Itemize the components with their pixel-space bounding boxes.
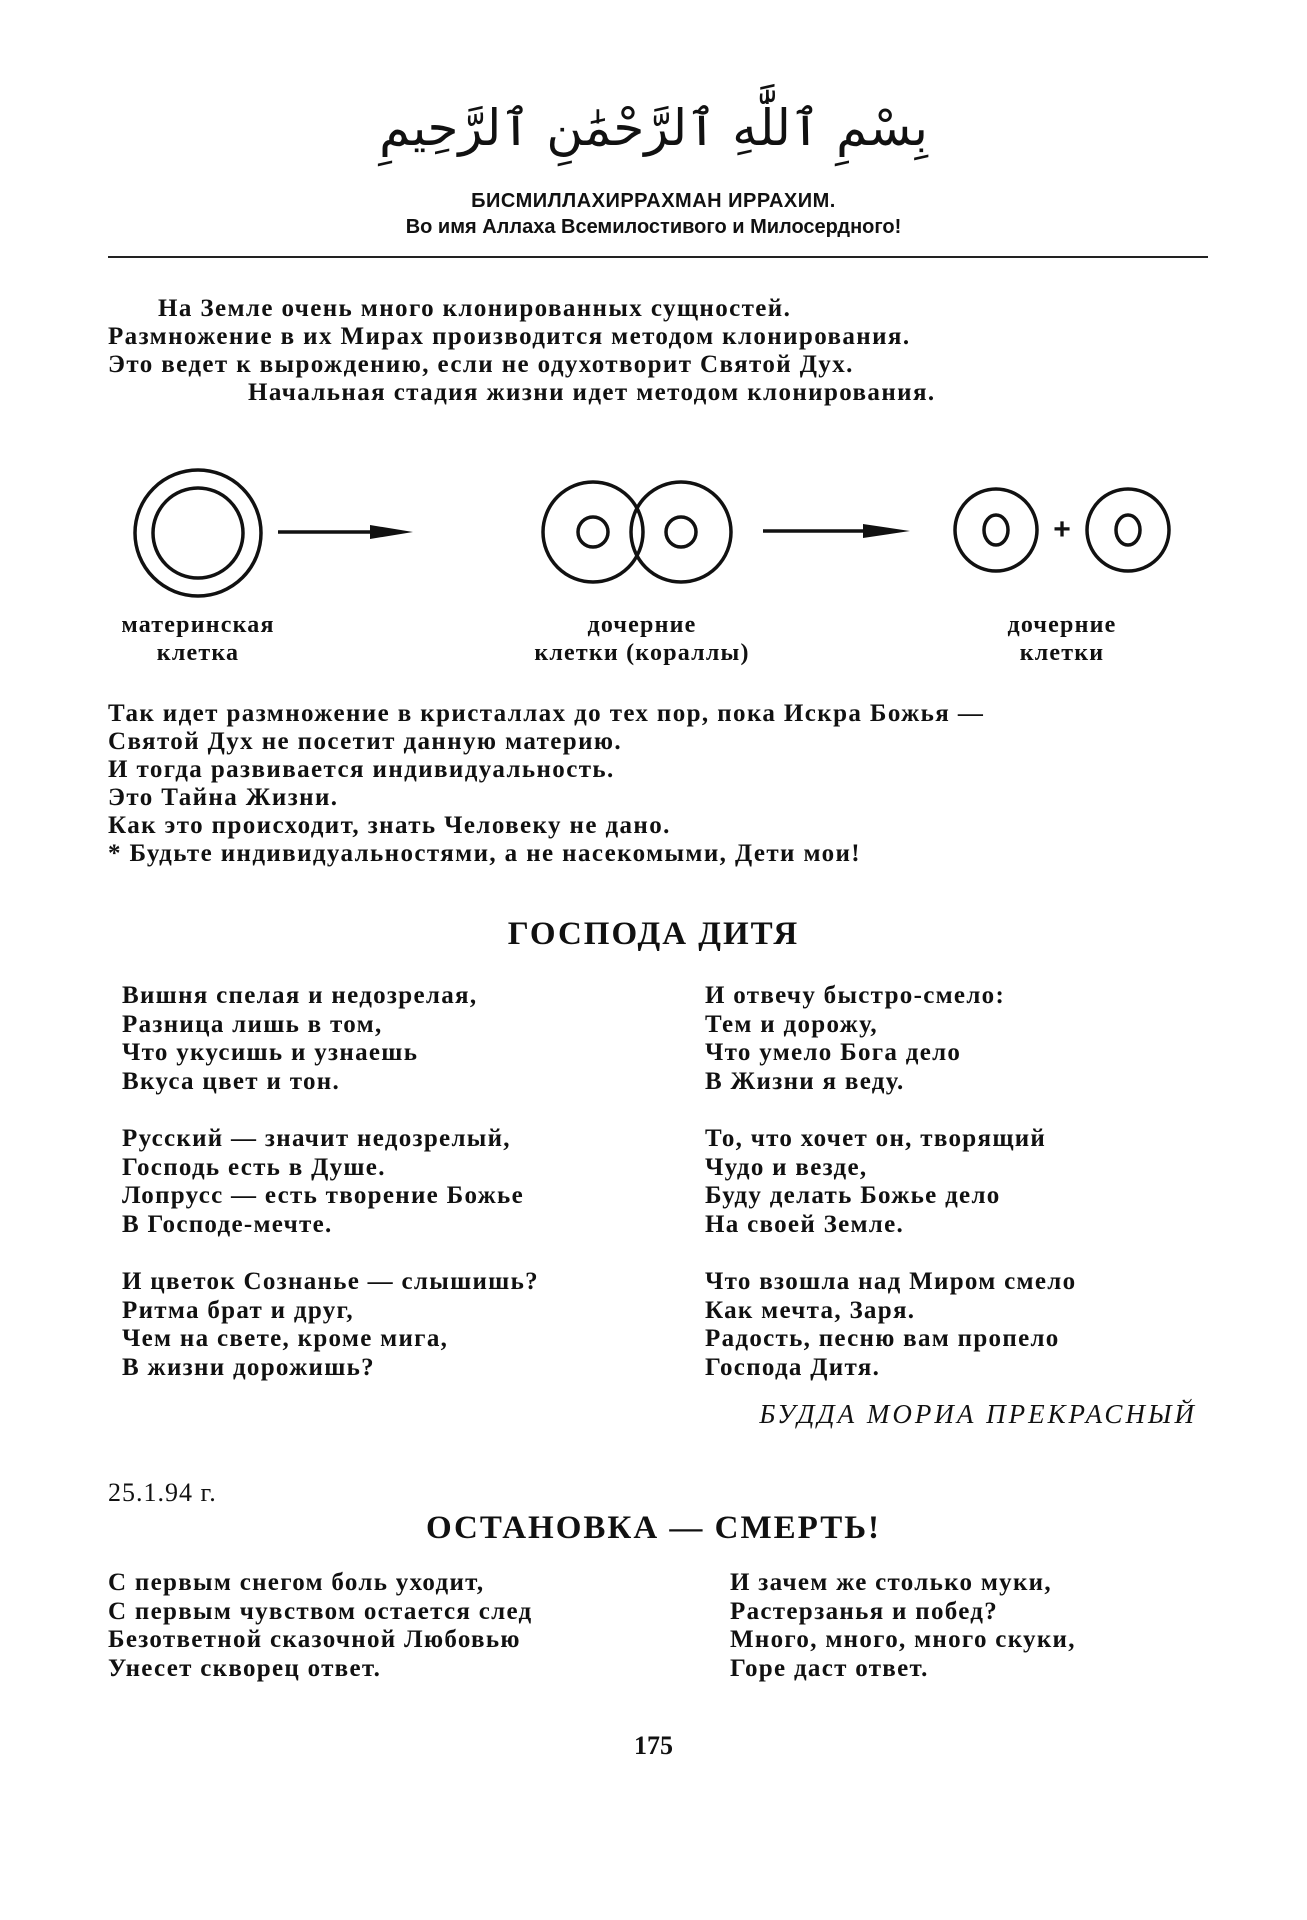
header-divider — [108, 256, 1208, 258]
poem-author: БУДДА МОРИА ПРЕКРАСНЫЙ — [759, 1399, 1197, 1429]
plus-sign: + — [1053, 513, 1071, 546]
intro-line: Размножение в их Мирах производится методом клонирования. — [108, 323, 911, 350]
bismillah-heading: БИСМИЛЛАХИРРАХМАН ИРРАХИМ. — [471, 190, 836, 212]
stanza: И цветок Сознанье — слышишь? Ритма брат и друг, Чем на свете, кроме мига, В жизни дорожишь? — [122, 1268, 539, 1381]
paragraph-line: * Будьте индивидуальностями, а не насекомыми, Дети мои! — [108, 840, 862, 867]
paragraph-line: Так идет размножение в кристаллах до тех пор, пока Искра Божья — — [108, 700, 985, 727]
stanza: И отвечу быстро-смело: Тем и дорожу, Что умело Бога дело В Жизни я веду. — [705, 982, 1006, 1095]
arabic-calligraphy: بِسْمِ ٱللَّٰهِ ٱلرَّحْمَٰنِ ٱلرَّحِيمِ — [379, 99, 928, 157]
paragraph-line: Святой Дух не посетит данную материю. — [108, 728, 623, 755]
coral-cells-label: дочерние клетки (кораллы) — [534, 612, 750, 666]
bismillah-translation: Во имя Аллаха Всемилостивого и Милосердного! — [405, 216, 902, 238]
cloning-diagram — [108, 455, 1208, 695]
arrow-icon — [278, 525, 413, 539]
paragraph-line: Как это происходит, знать Человеку не дано. — [108, 812, 671, 839]
paragraph-line: И тогда развивается индивидуальность. — [108, 756, 615, 783]
body-paragraph — [108, 700, 984, 868]
stanza: И зачем же столько муки, Растерзанья и побед? Много, много, много скуки, Горе даст ответ. — [730, 1569, 1076, 1682]
stanza: Что взошла над Миром смело Как мечта, Заря. Радость, песню вам пропело Господа Дитя. — [705, 1268, 1077, 1381]
poem-right-column — [705, 982, 1076, 1411]
daughter-cells-label: дочерние клетки — [1007, 612, 1117, 666]
stanza: То, что хочет он, творящий Чудо и везде, Буду делать Божье дело На своей Земле. — [705, 1125, 1047, 1238]
mother-cell-icon — [135, 470, 261, 596]
poem-right-column — [730, 1569, 1076, 1712]
poem-left-column — [122, 982, 539, 1411]
page-number: 175 — [634, 1731, 673, 1760]
poem-left-column — [108, 1569, 533, 1712]
intro-line: На Земле очень много клонированных сущностей. — [158, 295, 792, 322]
intro-line: Начальная стадия жизни идет методом клонирования. — [248, 379, 936, 406]
stanza: С первым снегом боль уходит, С первым чувством остается след Безответной сказочной Любовью Унесет скворец ответ. — [108, 1569, 533, 1682]
arrow-icon — [763, 524, 910, 538]
paragraph-line: Это Тайна Жизни. — [108, 784, 339, 811]
poem-title: ОСТАНОВКА — СМЕРТЬ! — [425, 1510, 882, 1546]
stanza: Русский — значит недозрелый, Господь есть в Душе. Лопрусс — есть творение Божье В Господе-мечте. — [122, 1125, 524, 1238]
poem-title: ГОСПОДА ДИТЯ — [507, 916, 800, 952]
intro-line: Это ведет к вырождению, если не одухотворит Святой Дух. — [108, 351, 854, 378]
coral-cells-icon — [543, 482, 731, 582]
cell-division-figure — [108, 455, 1208, 620]
mother-cell-label: материнская клетка — [121, 612, 275, 666]
poem-date: 25.1.94 г. — [108, 1478, 217, 1507]
stanza: Вишня спелая и недозрелая, Разница лишь в том, Что укусишь и узнаешь Вкуса цвет и тон. — [122, 982, 478, 1095]
intro-text — [108, 295, 936, 407]
